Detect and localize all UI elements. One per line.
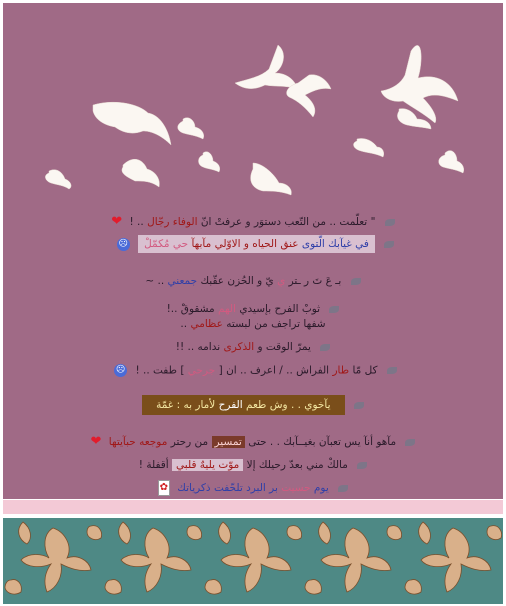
- verse-line-7: [3, 395, 503, 415]
- sad-face-icon: ☹: [118, 238, 128, 249]
- verse-highlight-box: يآخوي . . وش طعم الفرح لأمار به : غمّة: [142, 395, 344, 415]
- leaf-bullet-icon: [405, 439, 415, 446]
- verse-line-3: بـ عَ تَ ر ـتر ي يّ و الحُزن عقّبك جمعني .. ~: [3, 275, 503, 287]
- verse-line-2: [3, 235, 503, 253]
- sad-face-icon: ☹: [115, 365, 126, 375]
- verse-line-4b: شفها تراجف من لبسته عظامي ..: [180, 318, 326, 330]
- leaf-bullet-icon: [351, 278, 361, 285]
- leaf-bullet-icon: [320, 344, 330, 351]
- leaf-bullet-icon: [385, 219, 395, 226]
- leaf-bullet-icon: [354, 402, 364, 409]
- heart-icon: ❤: [111, 214, 123, 229]
- pink-divider-strip: [3, 500, 503, 514]
- verse-line-6: كل مّا طار الفراش .. / اعرف .. ان [ جرحي ] طفت .. ! ☹: [3, 364, 503, 377]
- verse-line-9: مالكْ مني بعدّ رحيلك إلا موّت يليهٌ قلبي أقفلة !: [3, 459, 503, 471]
- heart-icon: ❤: [90, 434, 102, 449]
- verse-line-5: يمرّ الوقت و الذكرى ندامه .. !!: [3, 341, 503, 353]
- poem-card: [3, 3, 503, 499]
- verse-text: .. !: [129, 216, 144, 228]
- flower-icon: ✿: [158, 480, 170, 496]
- floral-pattern-banner: [3, 518, 503, 604]
- verse-line-4a: ثوبْ الفرح بإسيدي الهم مشقوقْ ..!: [3, 303, 503, 315]
- leaf-bullet-icon: [357, 462, 367, 469]
- verse-highlight-box: في غيآبك الّتوى عنق الحياه و الاوّلي مآبهآ حي مُكمّلْ: [138, 235, 375, 253]
- floral-pattern-icon: [3, 518, 503, 604]
- verse-line-8: مآهو أنآ يس تعبآن بغيــآبك . . حتى تمسير من رحتر موجعه حبآيتها ❤: [3, 434, 503, 449]
- verse-line-1: [3, 214, 503, 229]
- dove-illustration: [43, 23, 493, 203]
- leaf-bullet-icon: [387, 367, 397, 374]
- leaf-bullet-icon: [384, 241, 394, 248]
- leaf-bullet-icon: [338, 485, 348, 492]
- verse-highlight: الوفاء رجّال: [147, 216, 198, 228]
- verse-text: " تعلّمت .. من التّعب دستوَر و عرفتْ انّ: [200, 216, 376, 228]
- verse-line-10: يوم حسيت بر البرد تلحّفت ذكرياتك ✿: [3, 480, 503, 496]
- leaf-bullet-icon: [329, 306, 339, 313]
